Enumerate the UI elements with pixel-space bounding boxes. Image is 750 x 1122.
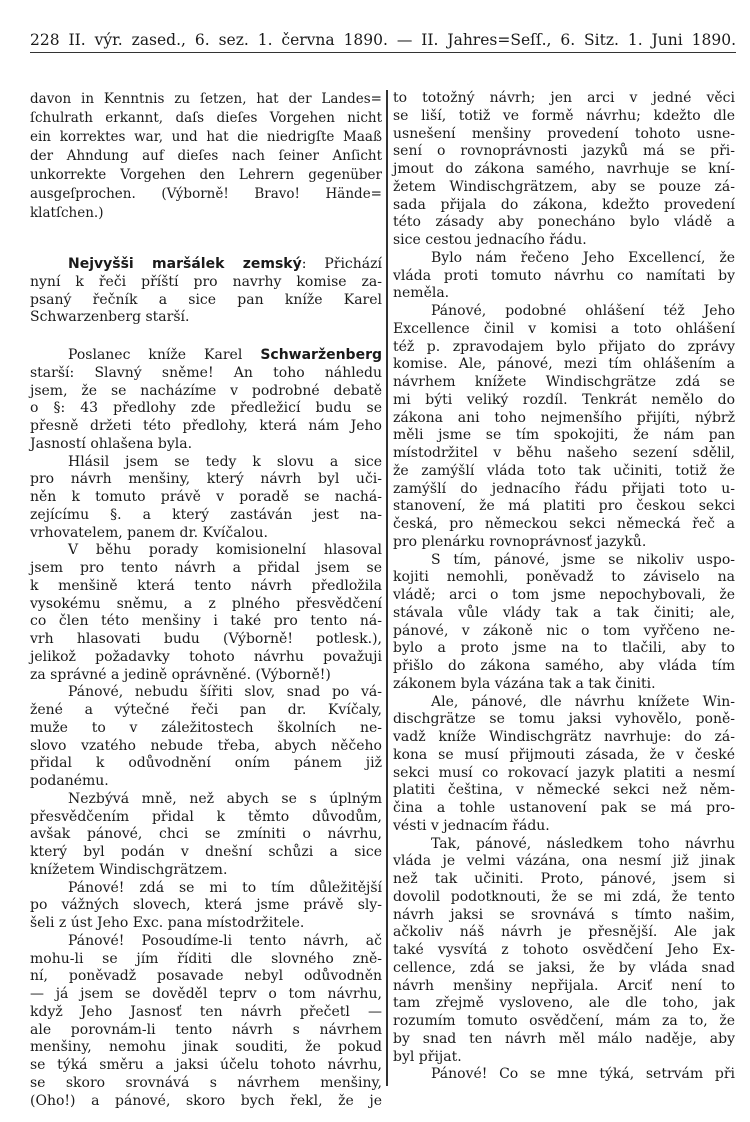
paragraph: [393, 250, 735, 303]
text-line: byl přijat.: [393, 1048, 462, 1065]
text-line: této zásady aby ponecháno bylo vládě a: [393, 214, 735, 231]
text-line: — já jsem se dověděl teprv o tom návrhu,: [30, 986, 382, 1002]
text-line: Excellence činil v komisi a toto ohlášení: [393, 320, 735, 337]
text-line: zákona ani toho nejmenšího přijíti, nýbrž: [393, 409, 735, 426]
text-line: Tak, pánové, následkem toho návrhu: [431, 835, 735, 852]
text-line: kona se musí přijmouti zásada, že v české: [393, 746, 735, 763]
text-line: Pánové, nebudu šířiti slov, snad po vá-: [68, 684, 382, 701]
text-line: Bylo nám řečeno Jeho Excellencí, že: [431, 249, 735, 266]
text-line: měli jsme se tím spokojiti, že nám pan: [393, 427, 735, 444]
text-line: neměla.: [393, 285, 450, 302]
column-divider: [386, 90, 388, 1086]
paragraph: [393, 694, 735, 836]
page-header: 228 II. výr. zased., 6. sez. 1. června 1890. — II. Jahres=Seſſ., 6. Sitz. 1. Juni 1890.: [30, 30, 736, 53]
text-line: za správné a jedině oprávněné. (Výborně!): [30, 666, 331, 683]
text-line: mohu-li se jím říditi dle slovného zně-: [30, 950, 382, 967]
text-line: komise. Ale, pánové, mezi tím ohlášením a: [393, 356, 735, 373]
text-line: menšiny, nemohu jinak souditi, že pokud: [30, 1039, 382, 1056]
text-line: vadž kníže Windischgrätz navrhuje: do zá-: [393, 729, 735, 745]
paragraph: [30, 90, 382, 223]
text-line: sekci musí co rokovací jazyk platiti a nesmí: [393, 764, 735, 781]
text-line: jsem, že se nacházíme v podrobné debatě: [30, 382, 382, 399]
text-line: mi býti veliký rozdíl. Tenkrát nemělo do: [393, 391, 735, 408]
paragraph: [30, 684, 382, 791]
text-line: ní, poněvadž posavade nebyl odůvodněn: [30, 968, 382, 985]
text-line: místodržitel v běhu našeho sezení sdělil,: [393, 445, 735, 461]
text-line: zákonem byla vázána tak a tak činiti.: [393, 675, 656, 692]
text-line: psaný řečník a sice pan kníže Karel: [30, 291, 382, 308]
text-line: pro návrh menšiny, který návrh byl uči-: [30, 471, 382, 488]
text-line: Pánové! zdá se mi to tím důležitější: [68, 879, 382, 896]
text-line: přesně držeti této předlohy, která nám Jeho: [30, 418, 382, 434]
text-line: stávala vůle vlády tak a tak činiti; ale,: [393, 604, 735, 621]
text-line: platiti čeština, v německé sekci než něm-: [393, 782, 735, 799]
text-line: Jasností ohlašena byla.: [30, 435, 193, 452]
left-column: [30, 90, 382, 1110]
paragraph: [30, 542, 382, 684]
text-line: vrhovatelem, panem dr. Kvíčalou.: [30, 524, 268, 541]
text-line: že zamýšlí vláda toto tak učiniti, totiž že: [393, 462, 735, 479]
text-line: dovolil podotknouti, že se mi zdá, že tento: [393, 888, 735, 905]
text-line: sení o rovnoprávnosti jazyků má se při-: [393, 143, 735, 160]
text-line: pro plenárku rovnoprávnosť jazyků.: [393, 533, 647, 550]
text-line: davon in Kenntnis zu ſetzen, hat der Landes=: [30, 91, 382, 107]
text-line: k menšině která tento návrh předložila: [30, 577, 382, 594]
text-line: cellence, zdá se jaksi, že by vláda snad: [393, 959, 735, 976]
paragraph: [393, 303, 735, 552]
text-line: zejícímu §. a který zastáván jest na-: [30, 506, 382, 523]
text-line: S tím, pánové, jsme se nikoliv uspo-: [431, 551, 735, 568]
text-line: jelikož požadavky tohoto návrhu považuji: [30, 648, 382, 665]
text-line: přesvědčením přidal k těmto důvodům,: [30, 808, 382, 825]
text-line: vrh hlasovati budu (Výborně! potlesk.),: [30, 631, 382, 647]
text-line: též p. zpravodajem bylo přijato do zprávy: [393, 338, 735, 355]
text-line: to totožný návrh; jen arci v jedné věci: [393, 90, 735, 106]
text-line: Nezbývá mně, než abych se s úplným: [68, 790, 382, 807]
right-column: [393, 90, 735, 1084]
text-line: klatſchen.): [30, 205, 104, 221]
text-line: vláda je velmi vázána, ona nesmí již jinak: [393, 853, 735, 870]
text-line: usnešení menšiny provedení tohoto usne-: [393, 125, 735, 142]
text-line: vládě; arci o tom jsme nepochybovali, že: [393, 587, 735, 603]
text-segment: : Přichází: [301, 256, 382, 272]
text-segment: Poslanec kníže Karel: [68, 347, 261, 363]
text-line: něn k tomuto právě v poradě se nachá-: [30, 489, 382, 505]
text-line: po vážných slovech, která jsme právě sly-: [30, 897, 382, 914]
text-line: ſchulrath erkannt, daſs dieſes Vorgehen nicht: [30, 110, 382, 126]
text-line: starší: Slavný sněme! An toho náhledu: [30, 364, 382, 381]
text-line: V běhu porady komisionelní hlasoval: [68, 542, 382, 559]
text-line: pánové, v zákoně nic o tom vyřčeno ne-: [393, 622, 735, 639]
text-line: bylo a proto jsme na to tlačili, aby to: [393, 640, 735, 657]
text-line: žené a výtečné řeči pan dr. Kvíčaly,: [30, 702, 382, 718]
text-line: Schwarzenberg starší.: [30, 309, 190, 326]
text-line: také vysvítá z tohoto osvědčení Jeho Ex-: [393, 942, 735, 958]
text-line: Pánové, podobné ohlášení též Jeho: [431, 303, 735, 319]
text-line: přidal k odůvodnění oním pánem již: [30, 755, 382, 772]
text-line: o §: 43 předlohy zde předležicí budu se: [30, 400, 382, 417]
text-line: ačkoliv náš návrh je přesnější. Ale jak: [393, 924, 735, 941]
paragraph: [30, 933, 382, 1111]
text-line: dischgrätze se tomu jaksi vyhovělo, poně-: [393, 711, 735, 728]
text-line: [30, 347, 382, 365]
text-line: sice cestou jednacího řádu.: [393, 232, 587, 248]
text-line: der Ahndung auf dieſes nach ſeiner Anſicht: [30, 148, 382, 164]
text-line: ausgeſprochen. (Výborně! Bravo! Hände=: [30, 186, 382, 202]
paragraph: [393, 552, 735, 694]
paragraph: [30, 791, 382, 880]
text-line: vláda proti tomuto návrhu co namítati by: [393, 267, 735, 284]
paragraph: [393, 836, 735, 1067]
text-line: tam zřejmě vysloveno, ale dle toho, jak: [393, 995, 735, 1012]
text-line: podanému.: [30, 773, 109, 789]
text-line: vésti v jednacím řádu.: [393, 817, 550, 834]
speaker-name: Nejvyšši maršálek zemský: [68, 256, 302, 272]
text-line: Pánové! Co se mne týká, setrvám při: [431, 1066, 735, 1083]
text-line: knížetem Windischgrätzem.: [30, 861, 228, 878]
text-line: unkorrekte Vorgehen den Lehrern gegenüber: [30, 167, 382, 183]
text-line: co člen této menšiny i také pro tento ná-: [30, 613, 382, 630]
text-line: stanovení, že má platiti pro českou sekci: [393, 498, 735, 515]
text-line: ein korrektes war, und hat die niedrigſte Maaß: [30, 129, 382, 145]
text-line: (Oho!) a pánové, skoro bych řekl, že je: [30, 1092, 382, 1109]
text-line: přišlo do zákona samého, aby vláda tím: [393, 658, 735, 674]
text-line: kojiti nemohli, poněvadž to záviselo na: [393, 569, 735, 586]
text-line: jsem pro tento návrh a přidal jsem se: [30, 560, 382, 576]
text-line: žetem Windischgrätzem, aby se pouze zá-: [393, 178, 735, 195]
text-line: než tak učiniti. Proto, pánové, jsem si: [393, 871, 735, 887]
text-line: česká, pro německou sekci německá řeč a: [393, 516, 735, 532]
text-line: se liší, totiž ve formě návrhu; kdežto dle: [393, 107, 735, 124]
text-line: šeli z úst Jeho Exc. pana místodržitele.: [30, 915, 305, 931]
text-line: rozumím tomuto osvědčení, mám za to, že: [393, 1013, 735, 1029]
text-line: [30, 256, 382, 274]
paragraph: [393, 90, 735, 250]
text-line: návrhem knížete Windischgrätze zdá se: [393, 374, 735, 390]
paragraph: [30, 454, 382, 543]
text-line: se týká směru a jaksi účelu tohoto návrhu,: [30, 1057, 382, 1073]
paragraph: [393, 1066, 735, 1084]
speaker-name: Schwarženberg: [260, 347, 382, 363]
text-line: když Jeho Jasnosť ten návrh přečetl —: [30, 1003, 382, 1020]
text-line: Ale, pánové, dle návrhu knížete Win-: [431, 693, 735, 710]
text-line: návrh menšiny nepřijala. Arciť není to: [393, 977, 735, 994]
text-line: slovo vzatého nebude třeba, abych něčeho: [30, 737, 382, 754]
text-line: avšak pánové, chci se zmíniti o návrhu,: [30, 826, 382, 843]
text-line: nyní k řeči příští pro navrhy komise za-: [30, 273, 382, 290]
text-line: by snad ten návrh měl málo naděje, aby: [393, 1030, 735, 1047]
text-line: sada přijala do zákona, kdežto provedení: [393, 196, 735, 213]
text-line: vysokému sněmu, a z plného přesvědčení: [30, 595, 382, 612]
paragraph: [30, 347, 382, 454]
text-line: návrh jaksi se srovnává s tímto našim,: [393, 906, 735, 923]
text-line: Hlásil jsem se tedy k slovu a sice: [68, 453, 382, 470]
text-line: který byl podán v dnešní schůzi a sice: [30, 844, 382, 860]
text-line: jmout do zákona samého, navrhuje se kní-: [393, 161, 735, 177]
text-line: čina a tohle ustanovení pak se má pro-: [393, 800, 735, 816]
text-line: Pánové! Posoudíme-li tento návrh, ač: [68, 932, 382, 949]
text-line: zamýšlí do jednacího řádu přijati toto u-: [393, 480, 735, 497]
text-line: ale porovnám-li tento návrh s návrhem: [30, 1021, 382, 1038]
text-line: muže to v záležitostech školních ne-: [30, 719, 382, 736]
paragraph: [30, 256, 382, 327]
text-line: se skoro srovnává s návrhem menšiny,: [30, 1074, 382, 1091]
paragraph: [30, 880, 382, 933]
